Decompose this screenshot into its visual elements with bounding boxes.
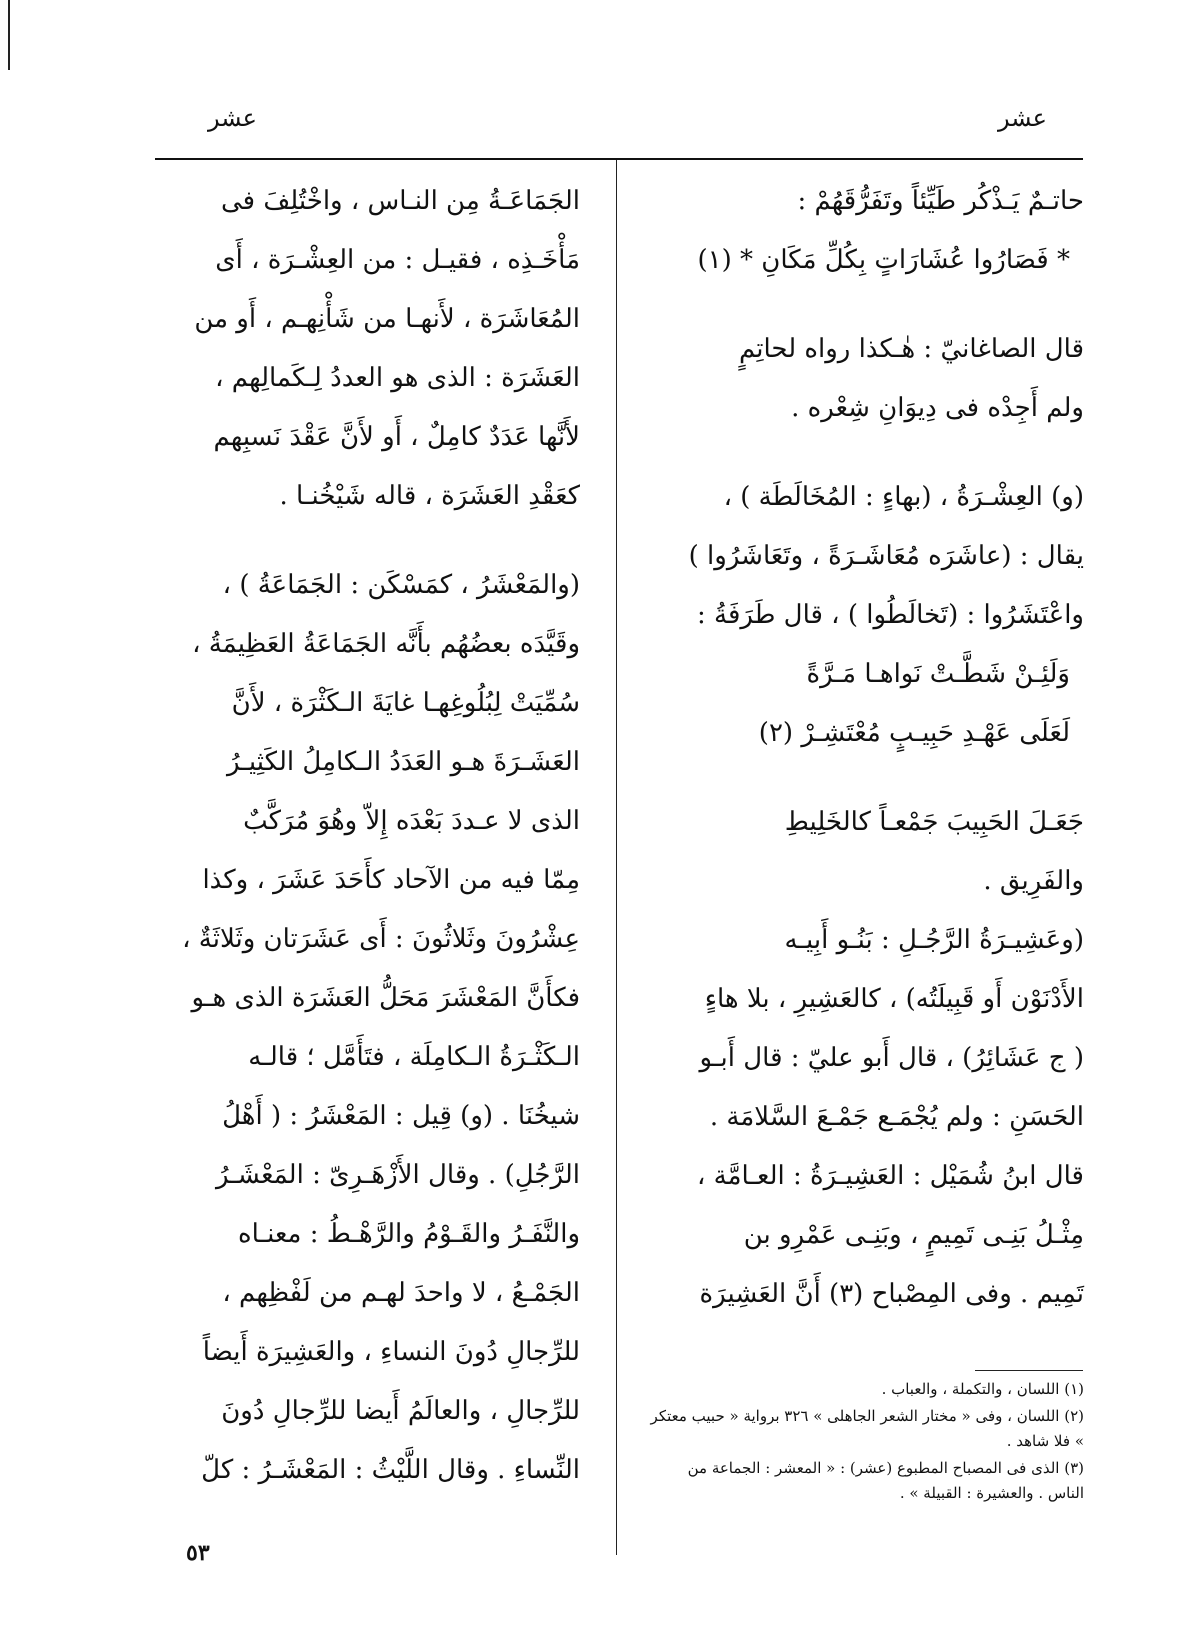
footnote: (٣) الذى فى المصباح المطبوع (عشر) : « المعشر : الجماعة من الناس . والعشيرة : القبيلة » . (687, 1459, 1084, 1502)
text-line: (و) العِشْـرَةُ ، (بهاءٍ : المُخَالَطَة ) ، (723, 482, 1084, 512)
running-header-right: عشر (998, 104, 1047, 132)
text-line: النِّساءِ . وقال اللَّيْثُ : المَعْشَـرُ : كلّ (201, 1455, 580, 1485)
text-line: الـكَثْـرَةُ الـكامِلَة ، فتَأَمَّل ؛ قالـه (248, 1042, 580, 1072)
text-line: المُعَاشَرَة ، لأَنهـا من شَأْنِهـم ، أَو من (194, 304, 580, 334)
text-line: مِمّا فيه من الآحاد كأَحَدَ عَشَرَ ، وكذا (202, 865, 580, 895)
text-line: تَمِيم . وفى المِصْباح (٣) أَنَّ العَشِيرَة (699, 1279, 1084, 1309)
text-line: (والمَعْشَرُ ، كمَسْكَن : الجَمَاعَةُ ) ، (222, 570, 580, 600)
text-line: عِشْرُونَ وثَلاثُونَ : أَى عَشَرَتان وثَلاثَةٌ ، (182, 924, 580, 954)
text-line: للرِّجالِ دُونَ النساءِ ، والعَشِيرَة أَيضاً (202, 1337, 580, 1367)
text-line: شيخُنَا . (و) قِيل : المَعْشَرُ : ( أَهْلُ (222, 1101, 580, 1131)
text-line: (وعَشِيـرَةُ الرَّجُـلِ : بَنُـو أَبِيـه (784, 925, 1084, 955)
text-line: والنَّفَـرُ والقَـوْمُ والرَّهْـطُ : معنـاه (237, 1219, 580, 1249)
text-line: الجَمَاعَـةُ مِن النـاس ، واخْتُلِفَ فى (221, 186, 580, 216)
text-line: ولم أَجِدْه فى دِيوَانِ شِعْره . (791, 393, 1084, 423)
text-line: الرَّجُلِ) . وقال الأَزْهَـرِىّ : المَعْشَـرُ (215, 1160, 580, 1190)
footnote-rule (975, 1370, 1083, 1371)
header-rule (155, 158, 1083, 160)
text-line: الذى لا عـددَ بَعْدَه إِلاّ وهُوَ مُرَكَّبٌ (243, 806, 580, 836)
text-line: واعْتَشَرُوا : (تَخالَطُوا ) ، قال طَرَفَةُ : (696, 600, 1084, 630)
text-line: مَأْخَـذِه ، فقيـل : من العِشْـرَة ، أَى (215, 245, 580, 275)
verse-line: لَعَلَى عَهْـدِ حَبِيـبٍ مُعْتَشِـرْ (٢) (758, 718, 1070, 748)
page-number: ٥٣ (186, 1540, 210, 1566)
text-line: وقَيَّدَه بعضُهُم بأَنَّه الجَمَاعَةُ العَظِيمَةُ ، (192, 629, 580, 659)
verse-line: * فَصَارُوا عُشَارَاتٍ بِكُلِّ مَكَانِ * (١) (697, 245, 1070, 275)
text-line: حاتـمٌ يَـذْكُر طَيِّئاً وتَفَرُّقَهُمْ : (797, 186, 1084, 216)
text-line: العَشَرَة : الذى هو العددُ لِـكَمالِهم ، (215, 363, 580, 393)
footnotes (648, 1377, 1084, 1508)
scan-edge-mark (8, 0, 10, 70)
right-column (648, 172, 1084, 1324)
running-header-left: عشر (208, 104, 257, 132)
text-line: الأَدْنَوْن أَو قَبِيلَتُه) ، كالعَشِيرِ ، بلا هاءٍ (704, 984, 1084, 1014)
text-line: فكأَنَّ المَعْشَرَ مَحَلُّ العَشَرَة الذى هـو (191, 983, 580, 1013)
footnote: (٢) اللسان ، وفى « مختار الشعر الجاهلى » ٣٢٦ برواية « حبيب معتكر » فلا شاهد . (650, 1407, 1084, 1450)
text-line: قال الصاغانيّ : هٰـكذا رواه لحاتِمٍ (738, 334, 1084, 364)
text-line: الحَسَنِ : ولم يُجْمَـع جَمْـعَ السَّلامَة . (709, 1102, 1084, 1132)
text-line: للرِّجالِ ، والعالَمُ أَيضا للرِّجالِ دُونَ (221, 1396, 580, 1426)
text-line: قال ابنُ شُمَيْل : العَشِيـرَةُ : العـامَّة ، (696, 1161, 1084, 1191)
footnote: (١) اللسان ، والتكملة ، والعباب . (881, 1380, 1084, 1398)
text-line: والفَرِيق . (983, 866, 1084, 896)
text-line: الجَمْـعُ ، لا واحدَ لهـم من لَفْظِهم ، (222, 1278, 580, 1308)
text-line: مِثْـلُ بَنِـى تَمِيمٍ ، وبَنِـى عَمْرِو بن (743, 1220, 1084, 1250)
text-line: يقال : (عاشَرَه مُعَاشَـرَةً ، وتَعَاشَرُوا ) (688, 541, 1084, 571)
column-divider (616, 160, 617, 1555)
text-line: سُمِّيَتْ لِبُلُوغِهـا غايَةَ الـكَثْرَة ، لأَنَّ (231, 688, 580, 718)
verse-line: وَلَئِـنْ شَطَّـتْ نَواهـا مَـرَّةً (806, 659, 1070, 689)
text-line: كعَقْدِ العَشَرَة ، قاله شَيْخُنـا . (279, 481, 580, 511)
text-line: العَشَـرَةَ هـو العَدَدُ الـكامِلُ الكَثِيـرُ (226, 747, 580, 777)
left-column (150, 172, 580, 1500)
text-line: ( ج عَشَائِرُ) ، قال أَبو عليّ : قال أَبـو (699, 1043, 1084, 1073)
text-line: جَعَـلَ الحَبِيبَ جَمْعـاً كالخَلِيطِ (784, 807, 1084, 837)
text-line: لأَنَّها عَدَدٌ كامِلٌ ، أَو لأَنَّ عَقْدَ نَسبِهم (213, 422, 580, 452)
